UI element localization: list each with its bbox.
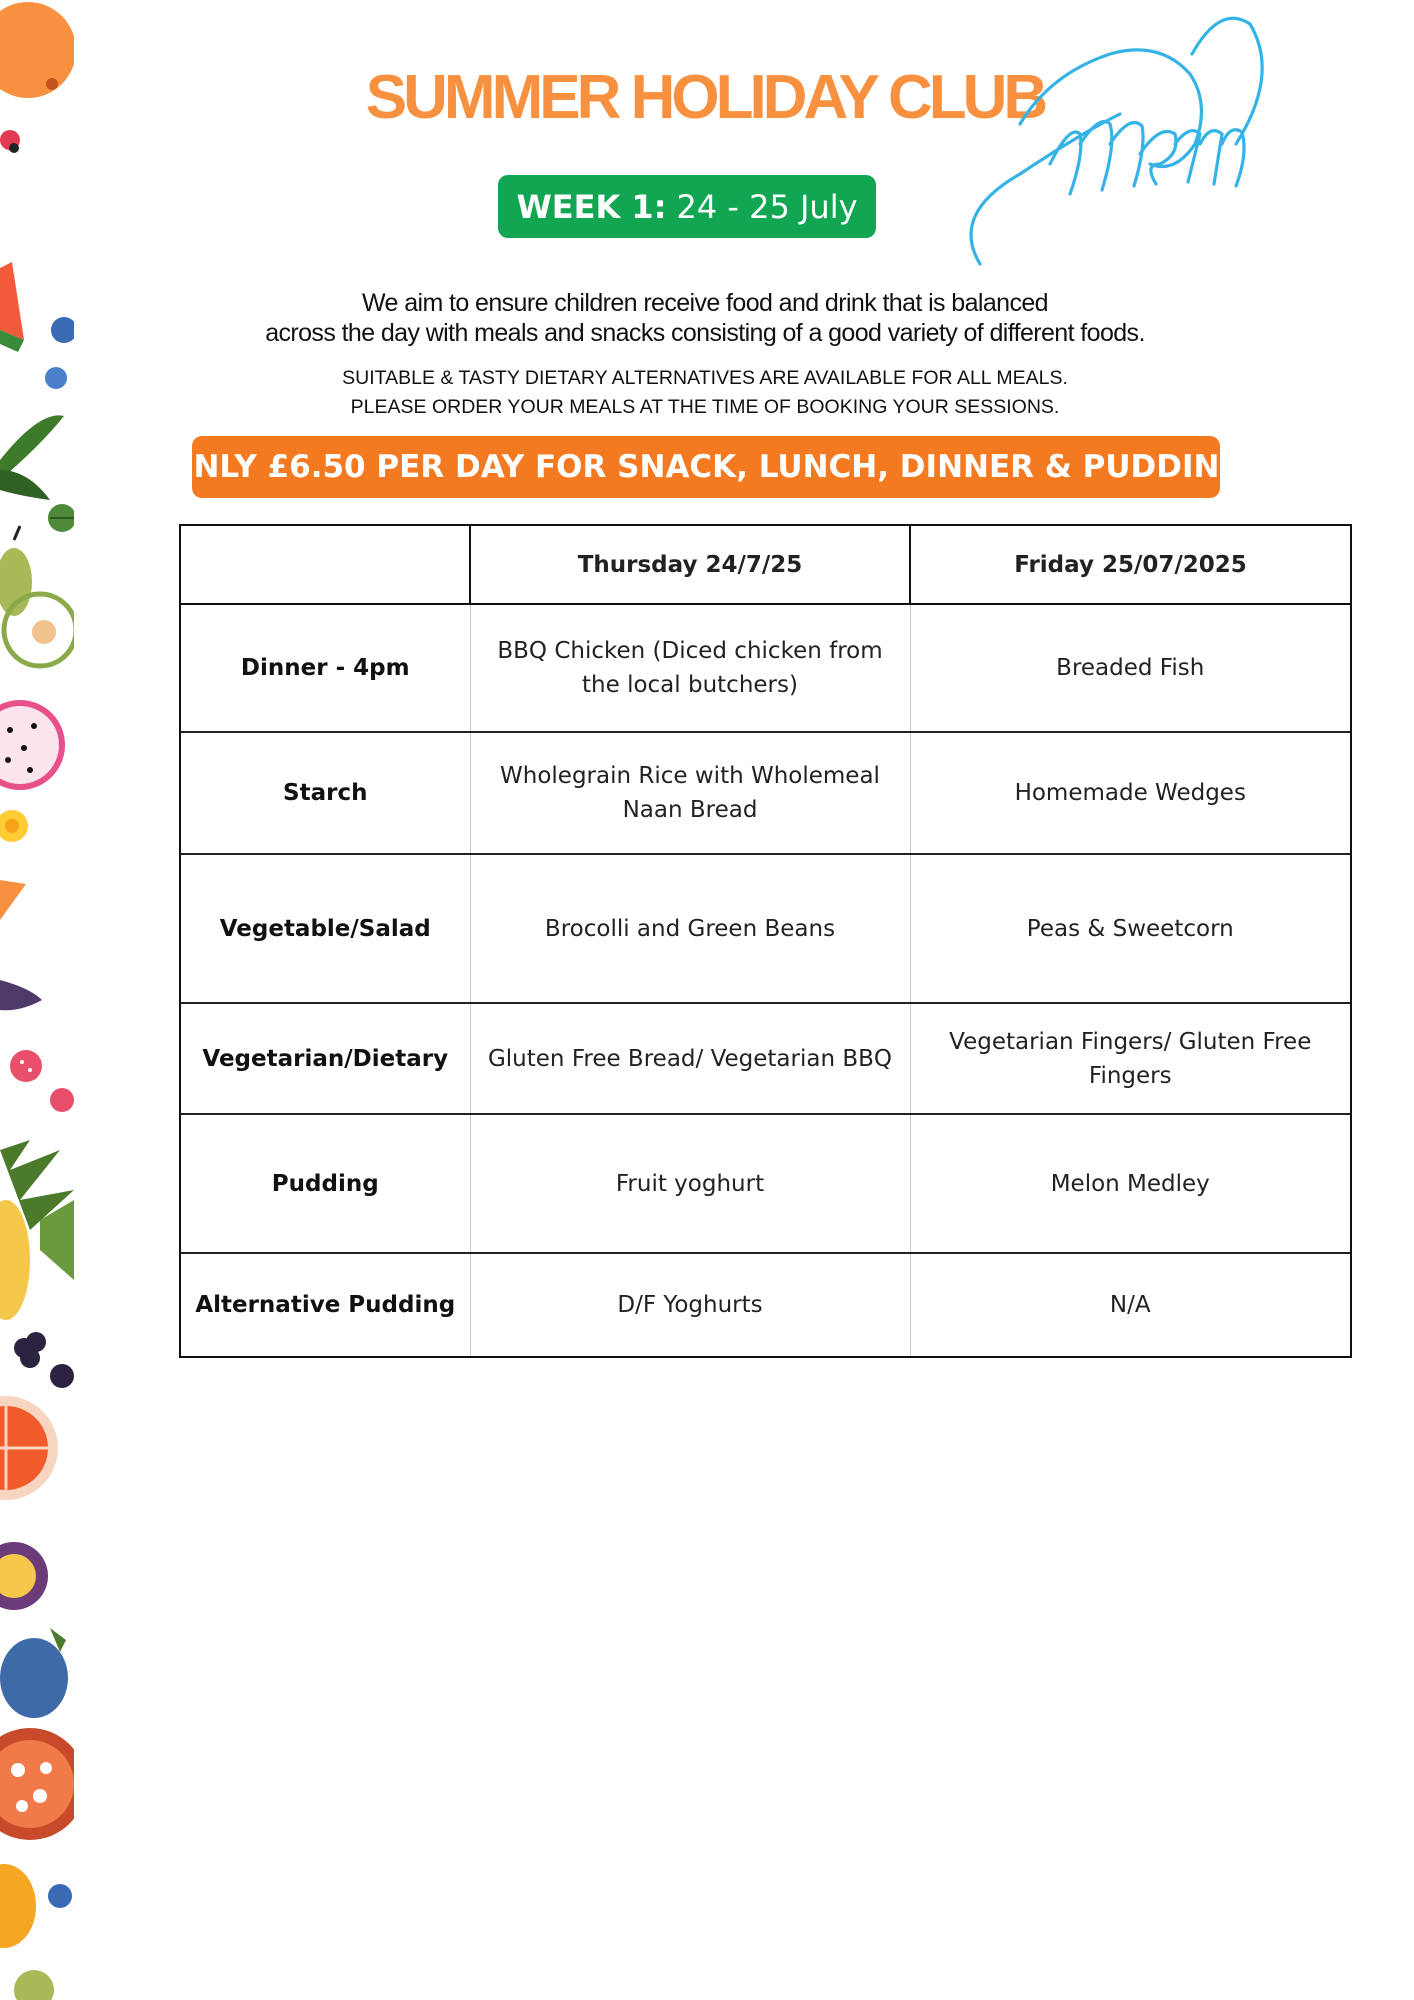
friday-cell: N/A [910,1253,1351,1357]
thursday-cell: D/F Yoghurts [470,1253,910,1357]
menu-table [179,524,1352,1358]
week-label: WEEK 1: [516,187,667,226]
thursday-cell: Fruit yoghurt [470,1114,910,1253]
week-dates: 24 - 25 July [676,187,858,226]
orange-icon [0,2,74,98]
intro-line-1: We aim to ensure children receive food and drink that is balanced [362,289,1048,317]
row-label: Dinner - 4pm [180,604,470,732]
dietary-note: SUITABLE & TASTY DIETARY ALTERNATIVES ARE AVAILABLE FOR ALL MEALS. [342,367,1068,389]
table-row [180,604,1351,732]
dragonfruit-icon [0,703,62,787]
fig-icon [0,880,42,1010]
friday-cell: Homemade Wedges [910,732,1351,854]
raspberry-icon [0,130,20,153]
table-row [180,732,1351,854]
row-label: Vegetarian/Dietary [180,1003,470,1114]
friday-cell: Melon Medley [910,1114,1351,1253]
row-label: Pudding [180,1114,470,1253]
week-badge [498,175,876,238]
column-header-friday: Friday 25/07/2025 [910,525,1351,604]
row-label: Alternative Pudding [180,1253,470,1357]
gooseberry-icon [48,504,74,532]
plum-icon [0,1628,68,1718]
thursday-cell: Brocolli and Green Beans [470,854,910,1003]
table-row [180,1114,1351,1253]
ordering-note: PLEASE ORDER YOUR MEALS AT THE TIME OF BOOKING YOUR SESSIONS. [350,396,1060,418]
blackberry-icon [14,1332,74,1388]
thursday-cell: Wholegrain Rice with Wholemeal Naan Bread [470,732,910,854]
flower-icon [0,810,28,842]
grapefruit-icon [0,1396,58,1500]
watermelon-icon [0,262,24,352]
price-banner: ONLY £6.50 PER DAY FOR SNACK, LUNCH, DINNER & PUDDING [192,436,1220,498]
intro-line-2: across the day with meals and snacks consisting of a good variety of different foods. [265,319,1145,347]
pomegranate-icon [0,1728,74,1840]
menu-script-lettering [960,14,1290,284]
friday-cell: Breaded Fish [910,604,1351,732]
strawberry-icon [10,1050,74,1112]
friday-cell: Peas & Sweetcorn [910,854,1351,1003]
mango-icon [0,1864,72,2000]
thursday-cell: BBQ Chicken (Diced chicken from the local butchers) [470,604,910,732]
blueberry-icon [45,317,74,389]
corner-cell [180,525,470,604]
friday-cell: Vegetarian Fingers/ Gluten Free Fingers [910,1003,1351,1114]
table-row [180,854,1351,1003]
table-row [180,1253,1351,1357]
table-header-row [180,525,1351,604]
thursday-cell: Gluten Free Bread/ Vegetarian BBQ [470,1003,910,1114]
passionfruit-icon [0,1542,48,1610]
table-row [180,1003,1351,1114]
kiwi-icon [4,594,74,666]
pineapple-icon [0,1140,74,1320]
page-title: SUMMER HOLIDAY CLUB [365,63,1045,132]
row-label: Vegetable/Salad [180,854,470,1003]
leaf-icon [0,415,64,500]
row-label: Starch [180,732,470,854]
column-header-thursday: Thursday 24/7/25 [470,525,910,604]
fruit-decoration-strip [0,0,74,2000]
